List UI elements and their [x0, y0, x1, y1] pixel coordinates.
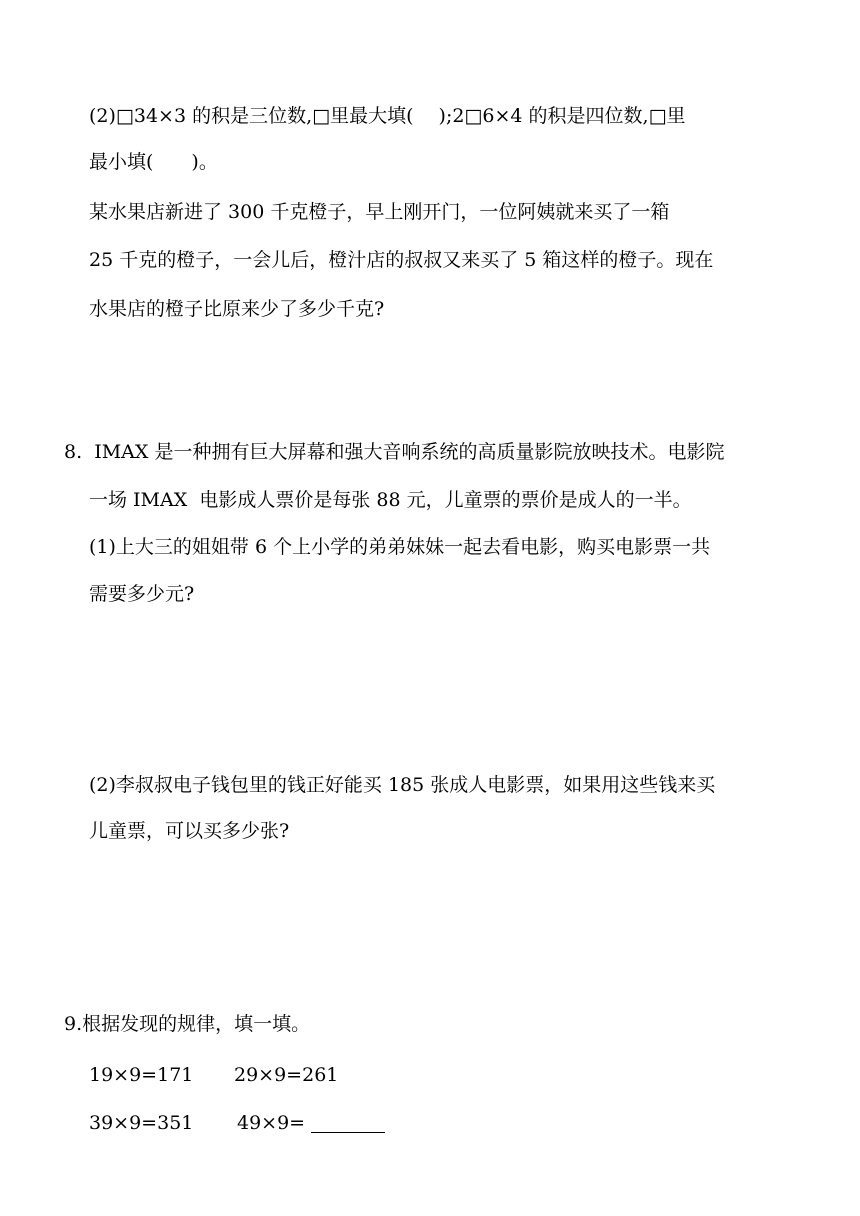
- orange-problem-line3: 水果店的橙子比原来少了多少千克?: [89, 298, 385, 320]
- question-8-part1-line1: (1)上大三的姐姐带 6 个上小学的弟弟妹妹一起去看电影，购买电影票一共: [89, 536, 711, 558]
- orange-problem-line2: 25 千克的橙子，一会儿后，橙汁店的叔叔又来买了 5 箱这样的橙子。现在: [89, 249, 714, 271]
- orange-problem-line1: 某水果店新进了 300 千克橙子，早上刚开门，一位阿姨就来买了一箱: [89, 201, 670, 223]
- answer-blank[interactable]: [311, 1112, 385, 1133]
- q7-part2-line1: (2)□34×3 的积是三位数,□里最大填( );2□6×4 的积是四位数,□里: [89, 105, 686, 127]
- equation-4: [237, 1112, 385, 1135]
- question-8-part1-line2: 需要多少元?: [89, 583, 195, 605]
- question-9-title: 9.根据发现的规律，填一填。: [64, 1013, 311, 1035]
- equation-3: 39×9=351: [89, 1112, 194, 1134]
- equation-2: 29×9=261: [234, 1064, 339, 1086]
- equation-1: 19×9=171: [89, 1064, 194, 1086]
- question-8-part2-line1: (2)李叔叔电子钱包里的钱正好能买 185 张成人电影票，如果用这些钱来买: [89, 774, 716, 796]
- equation-4-text: 49×9=: [237, 1112, 306, 1134]
- question-8-part2-line2: 儿童票，可以买多少张?: [89, 820, 290, 842]
- q7-part2-line2: 最小填( )。: [89, 151, 218, 173]
- question-8-line1: 8. IMAX 是一种拥有巨大屏幕和强大音响系统的高质量影院放映技术。电影院: [64, 441, 725, 463]
- question-8-line2: 一场 IMAX 电影成人票价是每张 88 元，儿童票的票价是成人的一半。: [89, 489, 692, 511]
